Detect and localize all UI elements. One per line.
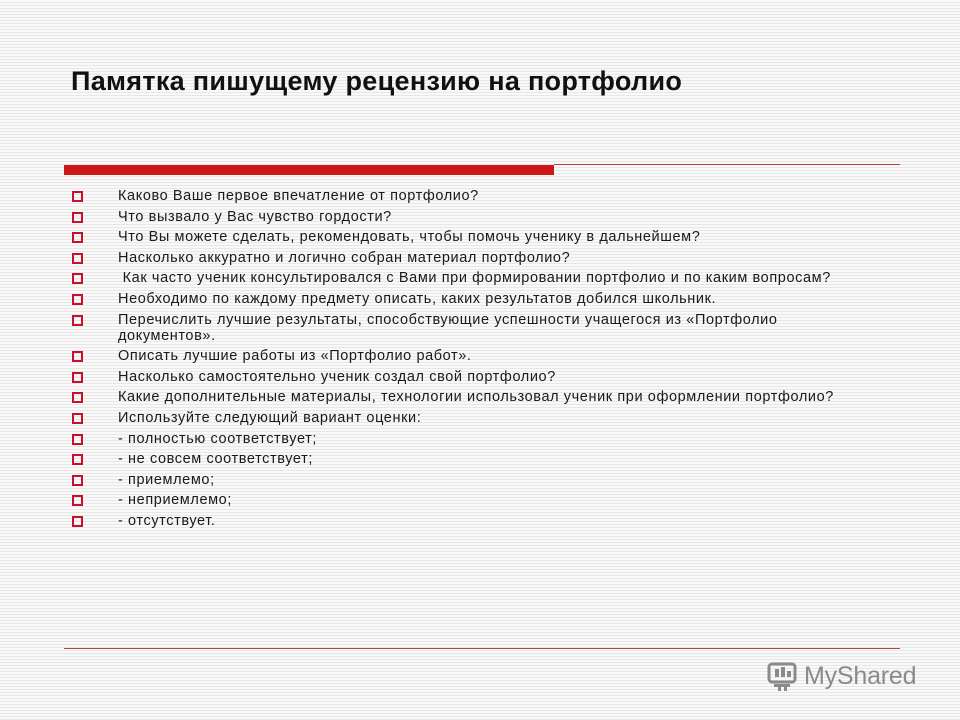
myshared-logo-icon xyxy=(766,660,800,692)
watermark-text: MyShared xyxy=(804,661,917,690)
square-bullet-icon xyxy=(72,294,83,305)
list-item xyxy=(70,451,870,467)
square-bullet-icon xyxy=(72,434,83,445)
square-bullet-icon xyxy=(72,413,83,424)
list-item-text: Описать лучшие работы из «Портфолио работ». xyxy=(118,348,472,365)
square-bullet-icon xyxy=(72,392,83,403)
square-bullet-icon xyxy=(72,212,83,223)
square-bullet-icon xyxy=(72,454,83,465)
list-item-text: Насколько аккуратно и логично собран материал портфолио? xyxy=(118,249,571,266)
list-item xyxy=(70,492,870,508)
watermark-logo xyxy=(766,656,916,696)
square-bullet-icon xyxy=(72,273,83,284)
square-bullet-icon xyxy=(72,516,83,527)
list-item-text: Что Вы можете сделать, рекомендовать, чтобы помочь ученику в дальнейшем? xyxy=(118,229,701,246)
list-item xyxy=(70,431,870,447)
list-item-text: Какие дополнительные материалы, технологии использовал ученик при оформлении портфолио? xyxy=(118,389,834,406)
list-item xyxy=(70,229,870,245)
bullet-list xyxy=(70,188,870,534)
square-bullet-icon xyxy=(72,495,83,506)
list-item xyxy=(70,270,870,286)
square-bullet-icon xyxy=(72,351,83,362)
square-bullet-icon xyxy=(72,232,83,243)
list-item-text: - полностью соответствует; xyxy=(118,430,318,447)
list-item xyxy=(70,472,870,488)
list-item xyxy=(70,369,870,385)
list-item xyxy=(70,513,870,529)
list-item xyxy=(70,291,870,307)
list-item-text: - приемлемо; xyxy=(118,471,215,488)
list-item xyxy=(70,188,870,204)
title-divider-accent xyxy=(64,165,554,175)
list-item-text: Насколько самостоятельно ученик создал свой портфолио? xyxy=(118,368,556,385)
list-item-text: Что вызвало у Вас чувство гордости? xyxy=(118,208,392,225)
square-bullet-icon xyxy=(72,191,83,202)
page-title: Памятка пишущему рецензию на портфолио xyxy=(71,66,683,96)
title-divider-line xyxy=(554,164,900,165)
list-item-text: Каково Ваше первое впечатление от портфолио? xyxy=(118,188,479,204)
square-bullet-icon xyxy=(72,315,83,326)
square-bullet-icon xyxy=(72,372,83,383)
list-item xyxy=(70,250,870,266)
square-bullet-icon xyxy=(72,253,83,264)
list-item-text: Используйте следующий вариант оценки: xyxy=(118,409,422,426)
square-bullet-icon xyxy=(72,475,83,486)
list-item-text: Как часто ученик консультировался с Вами при формировании портфолио и по каким вопросам? xyxy=(118,270,831,287)
list-item xyxy=(70,348,870,364)
list-item xyxy=(70,410,870,426)
list-item-text: Перечислить лучшие результаты, способствующие успешности учащегося из «Портфолио документов». xyxy=(118,311,778,344)
list-item-text: - отсутствует. xyxy=(118,512,216,529)
list-item-text: - неприемлемо; xyxy=(118,492,232,509)
list-item xyxy=(70,389,870,405)
list-item xyxy=(70,209,870,225)
footer-divider-line xyxy=(64,648,900,649)
list-item-text: Необходимо по каждому предмету описать, каких результатов добился школьник. xyxy=(118,290,717,307)
list-item-text: - не совсем соответствует; xyxy=(118,451,313,468)
list-item xyxy=(70,312,870,344)
